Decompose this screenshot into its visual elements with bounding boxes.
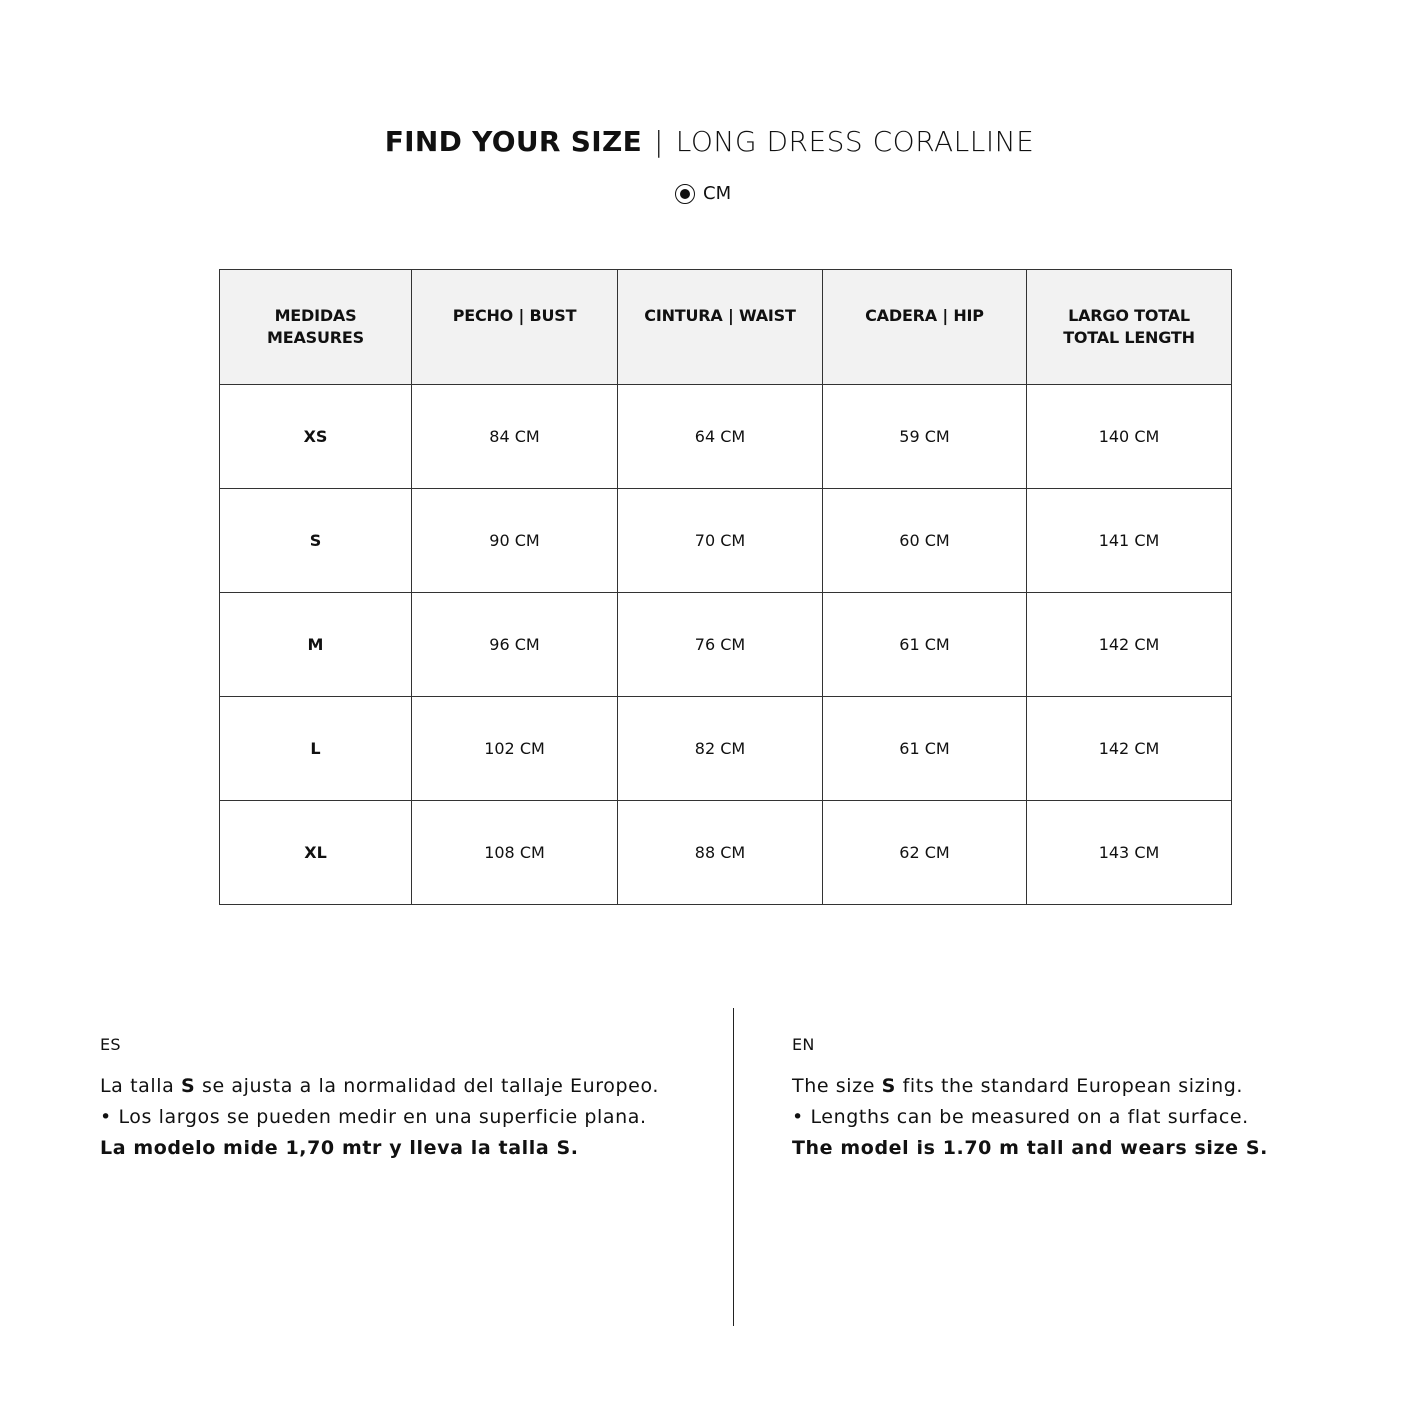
waist-value: 88 CM: [618, 801, 823, 905]
table-row: [220, 593, 1232, 697]
table-header-row: [220, 270, 1232, 385]
note-es: [100, 1034, 659, 1164]
length-value: 141 CM: [1027, 489, 1232, 593]
note-es-line1-bold: S: [181, 1075, 196, 1097]
note-es-line1: [100, 1071, 659, 1102]
title-product: LONG DRESS CORALLINE: [675, 125, 1035, 158]
note-es-lang: ES: [100, 1035, 121, 1054]
length-value: 140 CM: [1027, 385, 1232, 489]
title-main: FIND YOUR SIZE: [384, 125, 643, 158]
length-value: 142 CM: [1027, 593, 1232, 697]
note-es-line3: La modelo mide 1,70 mtr y lleva la talla S.: [100, 1137, 579, 1159]
title-separator: |: [654, 125, 664, 158]
size-label: M: [220, 593, 412, 697]
bust-value: 108 CM: [412, 801, 618, 905]
header-measures: [220, 270, 412, 385]
hip-value: 59 CM: [823, 385, 1027, 489]
radio-dot: [680, 189, 690, 199]
header-spacer: [823, 327, 1026, 349]
hip-value: 61 CM: [823, 697, 1027, 801]
waist-value: 64 CM: [618, 385, 823, 489]
note-en-lang: EN: [792, 1035, 815, 1054]
waist-value: 82 CM: [618, 697, 823, 801]
unit-radio-icon[interactable]: [675, 184, 695, 204]
note-en-line3: The model is 1.70 m tall and wears size S.: [792, 1137, 1268, 1159]
note-en-line2: • Lengths can be measured on a flat surface.: [792, 1106, 1249, 1128]
header-bust: [412, 270, 618, 385]
size-table: [219, 269, 1232, 905]
waist-value: 76 CM: [618, 593, 823, 697]
header-hip-label: CADERA | HIP: [865, 306, 984, 325]
waist-value: 70 CM: [618, 489, 823, 593]
note-en-line1-post: fits the standard European sizing.: [895, 1075, 1244, 1097]
table-row: [220, 697, 1232, 801]
note-es-line1-post: se ajusta a la normalidad del tallaje Europeo.: [195, 1075, 659, 1097]
table-row: [220, 385, 1232, 489]
bust-value: 84 CM: [412, 385, 618, 489]
header-spacer: [412, 327, 617, 349]
note-es-line2: • Los largos se pueden medir en una superficie plana.: [100, 1106, 647, 1128]
header-total-length: [1027, 270, 1232, 385]
header-length-en: TOTAL LENGTH: [1063, 328, 1195, 347]
header-waist: [618, 270, 823, 385]
note-en: [792, 1034, 1268, 1164]
length-value: 143 CM: [1027, 801, 1232, 905]
note-en-line1-pre: The size: [792, 1075, 882, 1097]
header-measures-en: MEASURES: [267, 328, 364, 347]
bust-value: 90 CM: [412, 489, 618, 593]
notes-divider: [733, 1008, 734, 1326]
header-waist-label: CINTURA | WAIST: [644, 306, 796, 325]
table-row: [220, 489, 1232, 593]
hip-value: 60 CM: [823, 489, 1027, 593]
size-label: S: [220, 489, 412, 593]
header-measures-es: MEDIDAS: [274, 306, 357, 325]
size-label: L: [220, 697, 412, 801]
bust-value: 102 CM: [412, 697, 618, 801]
header-length-es: LARGO TOTAL: [1068, 306, 1190, 325]
page-title: [0, 122, 1419, 162]
table-row: [220, 801, 1232, 905]
length-value: 142 CM: [1027, 697, 1232, 801]
header-bust-label: PECHO | BUST: [452, 306, 577, 325]
size-label: XL: [220, 801, 412, 905]
note-es-line1-pre: La talla: [100, 1075, 182, 1097]
hip-value: 61 CM: [823, 593, 1027, 697]
note-en-line1-bold: S: [881, 1075, 896, 1097]
header-spacer: [618, 327, 822, 349]
bust-value: 96 CM: [412, 593, 618, 697]
hip-value: 62 CM: [823, 801, 1027, 905]
unit-selector[interactable]: [675, 182, 731, 206]
note-en-line1: [792, 1071, 1268, 1102]
unit-label: CM: [703, 183, 732, 204]
size-label: XS: [220, 385, 412, 489]
header-hip: [823, 270, 1027, 385]
